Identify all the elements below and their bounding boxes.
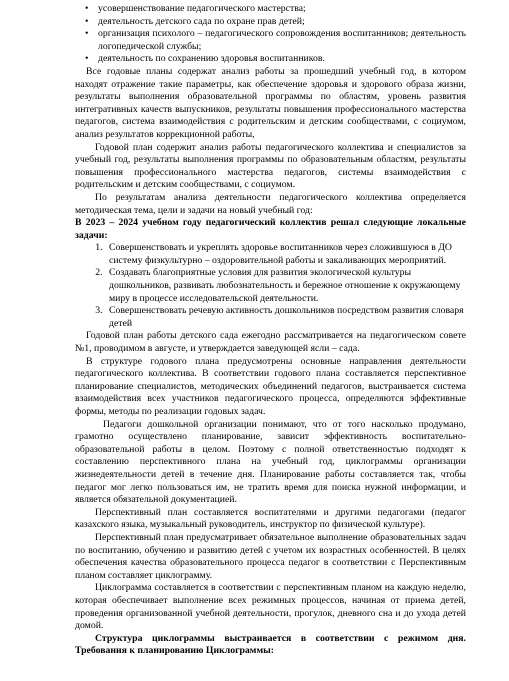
paragraph-pedagogical-council: Годовой план работы детского сада ежегодно рассматривается на педагогическом совете №1, проводимом в августе, и утверждается заведующей ясли – сада. bbox=[75, 330, 466, 355]
bullet-item bbox=[75, 3, 466, 16]
paragraph-methodical-theme: По результатам анализа деятельности педагогического коллектива определяется методическая тема, цели и задачи на новый учебный год: bbox=[75, 191, 466, 216]
bullet-item bbox=[75, 16, 466, 29]
bullet-text: деятельность детского сада по охране прав детей; bbox=[98, 15, 305, 27]
bullet-item bbox=[75, 28, 466, 53]
bullet-marker: • bbox=[85, 28, 89, 40]
task-item: 3. Совершенствовать речевую активность дошкольников посредством развития словаря детей bbox=[105, 305, 466, 330]
paragraph-local-tasks-heading: В 2023 – 2024 учебном году педагогический коллектив решал следующие локальные задачи: bbox=[75, 217, 466, 241]
task-item: 2. Создавать благоприятные условия для развития экологической культуры дошкольников, развивать любознательность и бережное отношение к окружающему миру в процессе исследовательской деятельности. bbox=[105, 267, 466, 305]
bullet-marker: • bbox=[85, 15, 89, 27]
task-item: 1. Совершенствовать и укреплять здоровье воспитанников через сложившуюся в ДО систему физкультурно – оздоровительной работы и закаливающих мероприятий. bbox=[105, 242, 466, 267]
bullet-item bbox=[75, 53, 466, 66]
bullet-text: организация психолого – педагогического сопровождения воспитанников; деятельность логопедической службы; bbox=[98, 28, 466, 52]
paragraph-annual-analysis: Все годовые планы содержат анализ работы за прошедший учебный год, в котором находят отражение такие параметры, как обеспечение здоровья и здорового образа жизни, результаты выполнения образовательной программы по областям, уровень развития интегративных качеств выпускников, результаты повышения профессионального мастерства педагогов, система взаимодействия с родительским и детским сообществами, с социумом, анализ результатов коррекционной работы, bbox=[75, 65, 466, 140]
paragraph-cyclogram: Циклограмма составляется в соответствии с перспективным планом на каждую неделю, которая обеспечивает выполнение всех режимных процессов, начиная от приема детей, проведения организованной учебной деятельности, прогулок, дневного сна и до ухода детей домой. bbox=[75, 582, 466, 632]
tasks-list bbox=[75, 242, 466, 330]
paragraph-plan-structure: В структуре годового плана предусмотрены основные направления деятельности педагогического коллектива. В соответствии годового плана составляется перспективное планирование специалистов, методических объединений педагогов, выстраивается система взаимодействия всех участников педагогического процесса, определяются эффективные формы, методы по реализации годовых задач. bbox=[75, 355, 466, 417]
bullet-marker: • bbox=[85, 3, 89, 14]
bullet-text: деятельность по сохранению здоровья воспитанников. bbox=[98, 53, 325, 65]
paragraph-cyclogram-requirements-heading: Структура циклограммы выстраивается в соответствии с режимом дня. Требования к планированию Циклограммы: bbox=[75, 632, 466, 657]
paragraph-planning-understanding: Педагоги дошкольной организации понимают, что от того насколько продумано, грамотно осуществлено планирование, зависит эффективность воспитательно-образовательной работы в целом. Поэтому с полной ответственностью подходят к составлению перспективного плана на учебный год, циклограммы организации жизнедеятельности детей в течение дня. Планирование работы составляется так, чтобы педагог мог легко пользоваться им, не тратить время для поиска нужной информации, и является обязательной документацией. bbox=[75, 418, 466, 506]
paragraph-perspective-plan-tasks: Перспективный план предусматривает обязательное выполнение образовательных задач по воспитанию, обучению и развитию детей с учетом их возрастных особенностей. В целях обеспечения качества образовательного процесса педагог в соответствии с Перспективным планом составляет циклограмму. bbox=[75, 531, 466, 581]
paragraph-annual-plan: Годовой план содержит анализ работы педагогического коллектива и специалистов за учебный год, результаты выполнения программы по образовательным областям, результаты повышения профессионального мастерства педагогов, системы взаимодействия с родительским и детским сообществами, с социумом. bbox=[75, 141, 466, 191]
paragraph-perspective-plan-authors: Перспективный план составляется воспитателями и другими педагогами (педагог казахского языка, музыкальный руководитель, инструктор по физической культуре). bbox=[75, 506, 466, 531]
bullet-text: усовершенствование педагогического мастерства; bbox=[98, 3, 306, 14]
bullet-marker: • bbox=[85, 53, 89, 65]
